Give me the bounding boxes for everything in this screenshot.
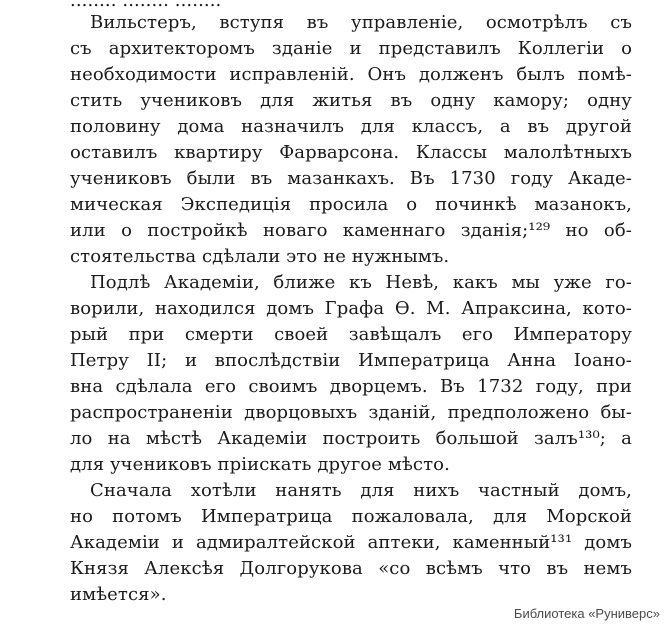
text-line: Академіи и адмиралтейской аптеки, каменный¹³¹ домъ [70, 532, 632, 553]
text-line-paragraph-start: Подлѣ Академіи, ближе къ Невѣ, какъ мы уже го- [90, 272, 632, 293]
text-line-partial-top: ........ ........ ........ [70, 0, 222, 11]
text-line-paragraph-end: имѣется». [70, 584, 167, 605]
text-line: Петру II; и впослѣдствіи Императрица Анна Іоано- [70, 350, 632, 371]
text-line-paragraph-end: для учениковъ пріискать другое мѣсто. [70, 454, 450, 475]
text-line: ворили, находился домъ Графа Ѳ. М. Апраксина, кото- [70, 298, 632, 319]
text-line: оставилъ квартиру Фарварсона. Классы малолѣтныхъ [70, 142, 632, 163]
text-line: распространеніи дворцовыхъ зданій, предположено бы- [70, 402, 632, 423]
library-watermark: Библиотека «Руниверс» [513, 606, 660, 621]
text-line-paragraph-start: Сначала хотѣли нанять для нихъ частный домъ, [90, 480, 632, 501]
text-line: мическая Экспедиція просила о починкѣ мазанокъ, [70, 194, 632, 215]
text-line: рый при смерти своей завѣщалъ его Императору [70, 324, 632, 345]
text-line: Князя Алексѣя Долгорукова «со всѣмъ что въ немъ [70, 558, 632, 579]
text-line: но потомъ Императрица пожаловала, для Морской [70, 506, 632, 527]
text-line-paragraph-end: стоятельства сдѣлали это не нужнымъ. [70, 246, 450, 267]
text-line: учениковъ были въ мазанкахъ. Въ 1730 году Акаде- [70, 168, 632, 189]
text-line: половину дома назначилъ для классъ, а въ другой [70, 116, 632, 137]
text-line: или о постройкѣ новаго каменнаго зданія;¹²⁹ но об- [70, 220, 632, 241]
text-line: Вильстеръ, вступя въ управленіе, осмотрѣлъ съ [90, 12, 632, 33]
text-line: съ архитекторомъ зданіе и представилъ Коллегіи о [70, 38, 632, 59]
text-line: ло на мѣстѣ Академіи построить большой залъ¹³⁰; а [70, 428, 632, 449]
text-line: вна сдѣлала его своимъ дворцемъ. Въ 1732 году, при [70, 376, 632, 397]
text-line: стить учениковъ для житья въ одну камору; одну [70, 90, 632, 111]
text-line: необходимости исправленій. Онъ долженъ былъ помѣ- [70, 64, 632, 85]
